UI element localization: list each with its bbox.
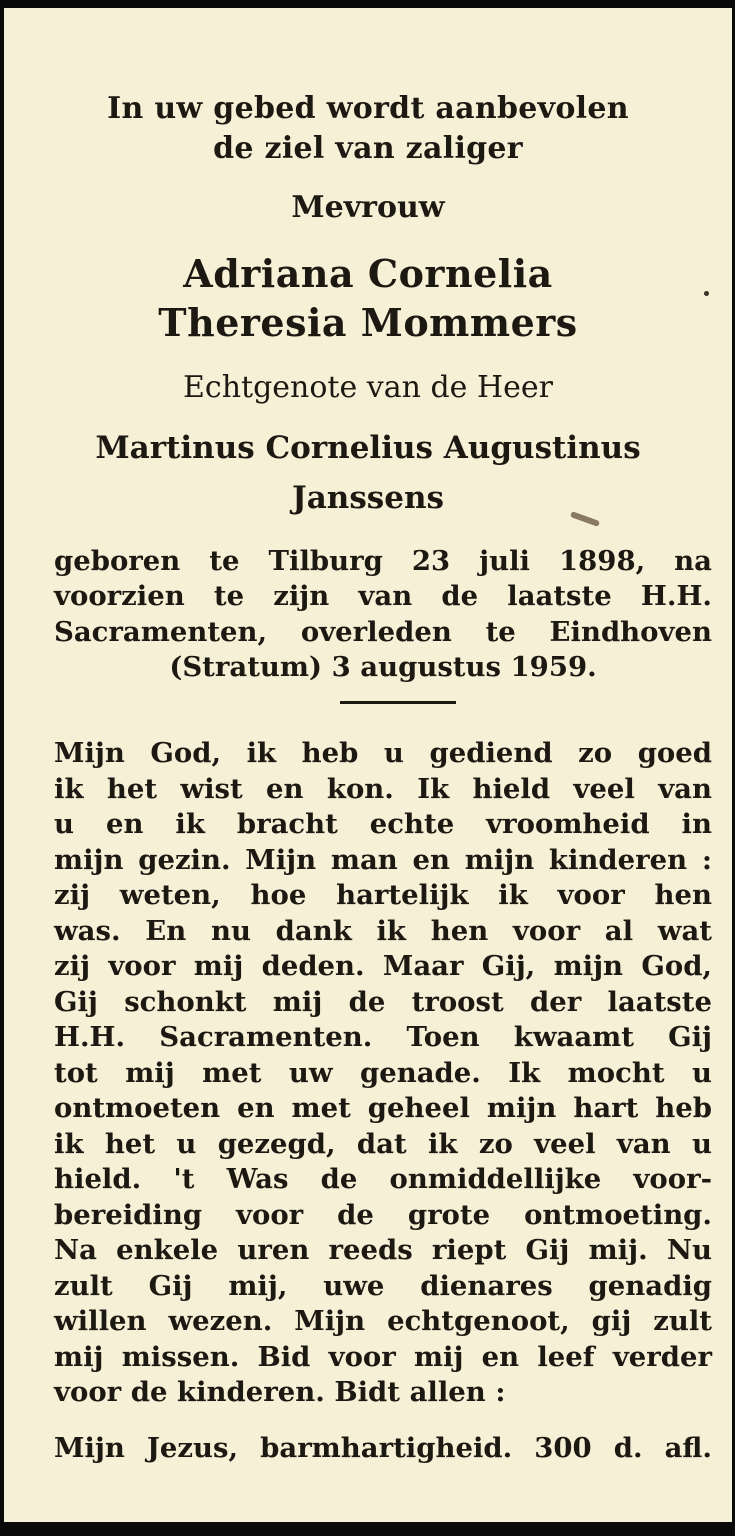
indulgence-line: Mijn Jezus, barmhartigheid. 300 d. afl. [54, 1432, 712, 1464]
prayer-line: ik het u gezegd, dat ik zo veel van u [54, 1128, 712, 1160]
memorial-card [4, 8, 732, 1522]
intro-line-2: de ziel van zaliger [213, 131, 523, 166]
prayer-line: zij voor mij deden. Maar Gij, mijn God, [54, 950, 712, 982]
prayer-line: ik het wist en kon. Ik hield veel van [54, 773, 712, 805]
prayer-line: ontmoeten en met geheel mijn hart heb [54, 1092, 712, 1124]
spouse-name-line-1: Martinus Cornelius Augustinus [95, 430, 641, 466]
prayer-line: Na enkele uren reeds riept Gij mij. Nu [54, 1234, 712, 1266]
birth-death-line: geboren te Tilburg 23 juli 1898, na [54, 545, 712, 577]
prayer-line: tot mij met uw genade. Ik mocht u [54, 1057, 712, 1089]
prayer-line: H.H. Sacramenten. Toen kwaamt Gij [54, 1021, 712, 1053]
prayer-line: willen wezen. Mijn echtgenoot, gij zult [54, 1305, 712, 1337]
birth-death-line: Sacramenten, overleden te Eindhoven [54, 616, 712, 648]
prayer-line: hield. 't Was de onmiddellijke voor- [54, 1163, 712, 1195]
prayer-line: Mijn God, ik heb u gediend zo goed [54, 737, 712, 769]
deceased-name-line-1: Adriana Cornelia [183, 251, 553, 296]
spouse-name-line-2: Janssens [292, 480, 444, 516]
prayer-line: u en ik bracht echte vroomheid in [54, 808, 712, 840]
prayer-line: Gij schonkt mij de troost der laatste [54, 986, 712, 1018]
prayer-line: bereiding voor de grote ontmoeting. [54, 1199, 712, 1231]
deceased-name-line-2: Theresia Mommers [158, 300, 578, 345]
prayer-line: voor de kinderen. Bidt allen : [54, 1376, 506, 1408]
prayer-line: mij missen. Bid voor mij en leef verder [54, 1341, 712, 1373]
title-mevrouw: Mevrouw [291, 190, 445, 225]
birth-death-line: (Stratum) 3 augustus 1959. [169, 651, 597, 683]
prayer-line: zult Gij mij, uwe dienares genadig [54, 1270, 712, 1302]
intro-line-1: In uw gebed wordt aanbevolen [107, 91, 629, 126]
prayer-line: was. En nu dank ik hen voor al wat [54, 915, 712, 947]
paper-speck [704, 291, 709, 296]
spouse-intro: Echtgenote van de Heer [183, 370, 553, 405]
prayer-line: zij weten, hoe hartelijk ik voor hen [54, 879, 712, 911]
prayer-line: mijn gezin. Mijn man en mijn kinderen : [54, 844, 712, 876]
birth-death-line: voorzien te zijn van de laatste H.H. [54, 580, 712, 612]
divider-rule [340, 701, 456, 704]
